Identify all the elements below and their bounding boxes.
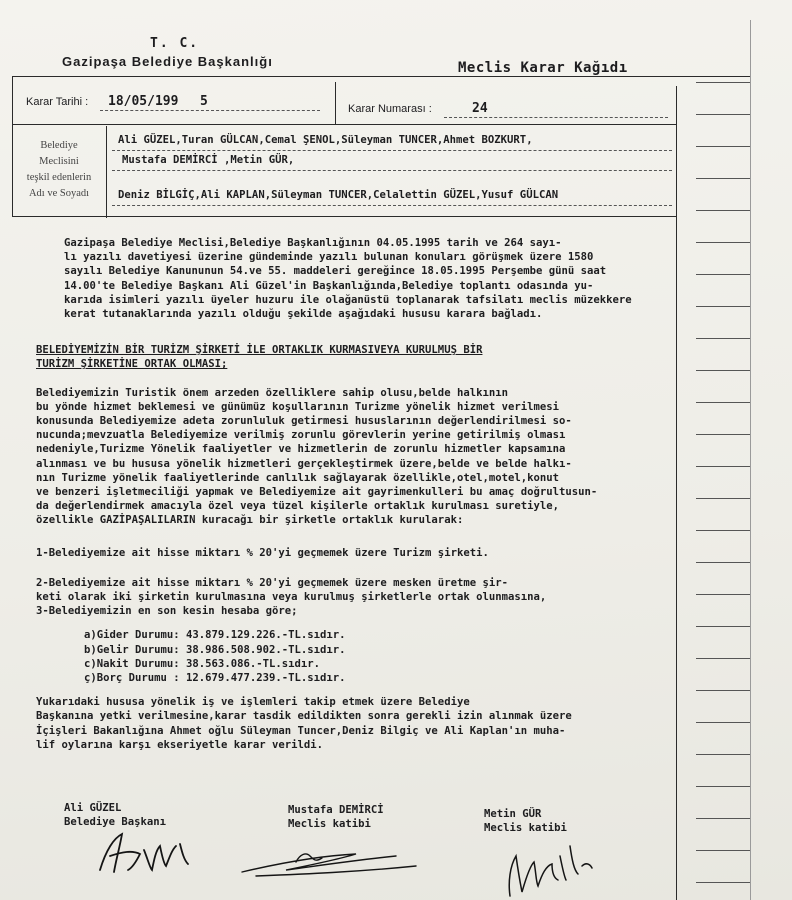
members-line: Mustafa DEMİRCİ ,Metin GÜR, — [122, 154, 295, 166]
decision-line: nın Turizme yönelik faaliyetlerinde canlılık sağlayarak özellikle,otel,motel,konut — [36, 471, 559, 484]
decision-line: da değerlendirmek amacıyla özel veya tüzel kişilerle ortaklık kurulması suretiyle, — [36, 500, 559, 513]
tc-heading: T. C. — [150, 36, 200, 51]
signature-title: Belediye Başkanı — [64, 816, 167, 828]
decision-line: özellikle GAZİPAŞALILARIN kuracağı bir şirketle ortaklık kurularak: — [36, 514, 464, 527]
margin-rule-line — [696, 882, 750, 883]
side-label-line: teşkil edenlerin — [26, 172, 92, 183]
members-underline — [112, 205, 672, 206]
item-line: 3-Belediyemizin en son kesin hesaba göre; — [36, 605, 298, 618]
margin-rule-line — [696, 210, 750, 211]
intro-line: Gazipaşa Belediye Meclisi,Belediye Başkanlığının 04.05.1995 tarih ve 264 sayı- — [64, 237, 562, 249]
margin-rule-line — [696, 850, 750, 851]
item-line: keti olarak iki şirketin kurulmasına veya kurulmuş şirketlerle ortak olunmasına, — [36, 591, 547, 604]
side-label-line: Adı ve Soyadı — [28, 188, 90, 199]
subject-line: BELEDİYEMİZİN BİR TURİZM ŞİRKETİ İLE ORTAKLIK KURMASIVEYA KURULMUŞ BİR — [36, 344, 483, 357]
margin-rule-line — [696, 818, 750, 819]
frame-outer-right-line — [750, 20, 751, 900]
decision-line: nucunda;mevzuatla Belediyemize verilmiş zorunlu görevlerin yerine getirilmiş olması — [36, 429, 566, 442]
closing-line: lif oylarına karşı ekseriyetle karar verildi. — [36, 738, 324, 751]
margin-rule-line — [696, 658, 750, 659]
members-side-label — [14, 138, 104, 202]
margin-rule-line — [696, 306, 750, 307]
margin-rule-line — [696, 786, 750, 787]
signature-title: Meclis katibi — [484, 822, 567, 834]
closing-line: İçişleri Bakanlığına Ahmet oğlu Süleyman Tuncer,Deniz Bilgiç ve Ali Kaplan'ın muha- — [36, 724, 566, 737]
margin-rule-line — [696, 178, 750, 179]
mayor-signature — [92, 820, 202, 880]
signature-title: Meclis katibi — [288, 818, 371, 830]
decision-line: konusunda Belediyemize adeta zorunluluk getirmesi hususlarının değerlendirilmesi so- — [36, 415, 572, 428]
closing-paragraph — [36, 695, 672, 752]
date-label: Karar Tarihi : — [26, 96, 89, 108]
signature-name: Metin GÜR — [484, 808, 542, 820]
closing-line: Yukarıdaki hususa yönelik iş ve işlemleri takip etmek üzere Belediye — [36, 696, 470, 709]
margin-rule-line — [696, 754, 750, 755]
second-clerk-signature — [500, 826, 600, 900]
form-title: Meclis Karar Kağıdı — [458, 60, 628, 76]
margin-rule-line — [696, 338, 750, 339]
subject-heading — [36, 343, 672, 371]
side-label-line: Belediye — [40, 140, 78, 151]
members-divider — [106, 126, 107, 218]
intro-line: lı yazılı davetiyesi üzerine gündeminde yazılı bulunan konuları görüşmek üzere 1580 — [64, 251, 594, 264]
side-label-line: Meclisini — [39, 156, 79, 167]
intro-line: karıda isimleri yazılı üyeler huzuru ile olağanüstü toplanarak tafsilatı meclis müzekkere — [64, 293, 632, 306]
decision-paragraph — [36, 386, 672, 528]
margin-rule-line — [696, 146, 750, 147]
frame-left-line — [12, 76, 13, 216]
closing-line: Başkanına yetki verilmesine,karar tasdik edildikten sonra gerekli izin alınmak üzere — [36, 710, 572, 723]
margin-rule-line — [696, 370, 750, 371]
finance-list — [84, 628, 672, 685]
number-underline — [444, 117, 668, 118]
members-line: Deniz BİLGİÇ,Ali KAPLAN,Süleyman TUNCER,Celalettin GÜZEL,Yusuf GÜLCAN — [118, 189, 559, 201]
margin-rule-line — [696, 530, 750, 531]
decision-line: alınması ve bu hususa yönelik hizmetleri gerçekleştirmek üzere,belde ve belde halkı- — [36, 457, 572, 470]
margin-rule-line — [696, 594, 750, 595]
date-value: 18/05/199 — [108, 94, 179, 109]
members-underline — [112, 170, 672, 171]
finance-line: ç)Borç Durumu : 12.679.477.239.-TL.sıdır. — [84, 672, 346, 685]
meta-bottom-line — [12, 124, 676, 125]
number-label: Karar Numarası : — [348, 103, 432, 115]
intro-line: kerat tutanaklarında yazılı olduğu şekilde aşağıdaki hususu karara bağladı. — [64, 308, 543, 321]
finance-line: b)Gelir Durumu: 38.986.508.902.-TL.sıdır. — [84, 643, 346, 656]
margin-rule-line — [696, 114, 750, 115]
frame-top-line — [12, 76, 750, 77]
decision-line: Belediyemizin Turistik önem arzeden özelliklere sahip olusu,belde halkının — [36, 386, 508, 399]
item-line: 1-Belediyemize ait hisse miktarı % 20'yi geçmemek üzere Turizm şirketi. — [36, 546, 489, 559]
margin-rule-line — [696, 82, 750, 83]
members-line: Ali GÜZEL,Turan GÜLCAN,Cemal ŞENOL,Süleyman TUNCER,Ahmet BOZKURT, — [118, 134, 533, 146]
margin-rule-line — [696, 498, 750, 499]
margin-rule-line — [696, 434, 750, 435]
margin-rule-line — [696, 562, 750, 563]
margin-rule-line — [696, 626, 750, 627]
margin-rule-line — [696, 722, 750, 723]
margin-rule-line — [696, 466, 750, 467]
decision-body — [36, 236, 672, 752]
decision-line: nedeniyle,Turizme Yönelik faaliyetler ve hizmetlerin de zorunlu hizmetler kapsamına — [36, 443, 566, 456]
finance-line: a)Gider Durumu: 43.879.129.226.-TL.sıdır. — [84, 629, 346, 642]
decision-line: ve benzeri işletmeciliği yapmak ve Belediyemize ait gayrimenkulleri bu amaç doğrultusun- — [36, 486, 598, 499]
item-list — [36, 546, 672, 619]
subject-line: TURİZM ŞİRKETİNE ORTAK OLMASI; — [36, 358, 228, 371]
intro-paragraph — [64, 236, 672, 321]
margin-rule-line — [696, 690, 750, 691]
signature-name: Ali GÜZEL — [64, 802, 122, 814]
members-bottom-line — [12, 216, 676, 217]
margin-rule-line — [696, 274, 750, 275]
clerk-signature — [236, 836, 426, 886]
number-value: 24 — [472, 101, 488, 116]
margin-rule-line — [696, 242, 750, 243]
date-year-digit: 5 — [200, 94, 208, 109]
meta-divider — [335, 82, 336, 124]
finance-line: c)Nakit Durumu: 38.563.086.-TL.sıdır. — [84, 657, 320, 670]
members-underline — [112, 150, 672, 151]
signature-name: Mustafa DEMİRCİ — [288, 804, 384, 816]
margin-rule-line — [696, 402, 750, 403]
date-underline — [100, 110, 320, 111]
item-line: 2-Belediyemize ait hisse miktarı % 20'yi geçmemek üzere mesken üretme şir- — [36, 576, 508, 589]
institution-name: Gazipaşa Belediye Başkanlığı — [62, 54, 273, 69]
intro-line: sayılı Belediye Kanununun 54.ve 55. maddeleri gereğince 18.05.1995 Perşembe günü saat — [64, 265, 607, 278]
frame-right-line — [676, 86, 677, 900]
intro-line: 14.00'te Belediye Başkanı Ali Güzel'in Başkanlığında,Belediye toplantı odasında yu- — [64, 279, 594, 292]
decision-line: bu yönde hizmet beklemesi ve günümüz koşullarının Turizme yönelik hizmet verilmesi — [36, 400, 559, 413]
